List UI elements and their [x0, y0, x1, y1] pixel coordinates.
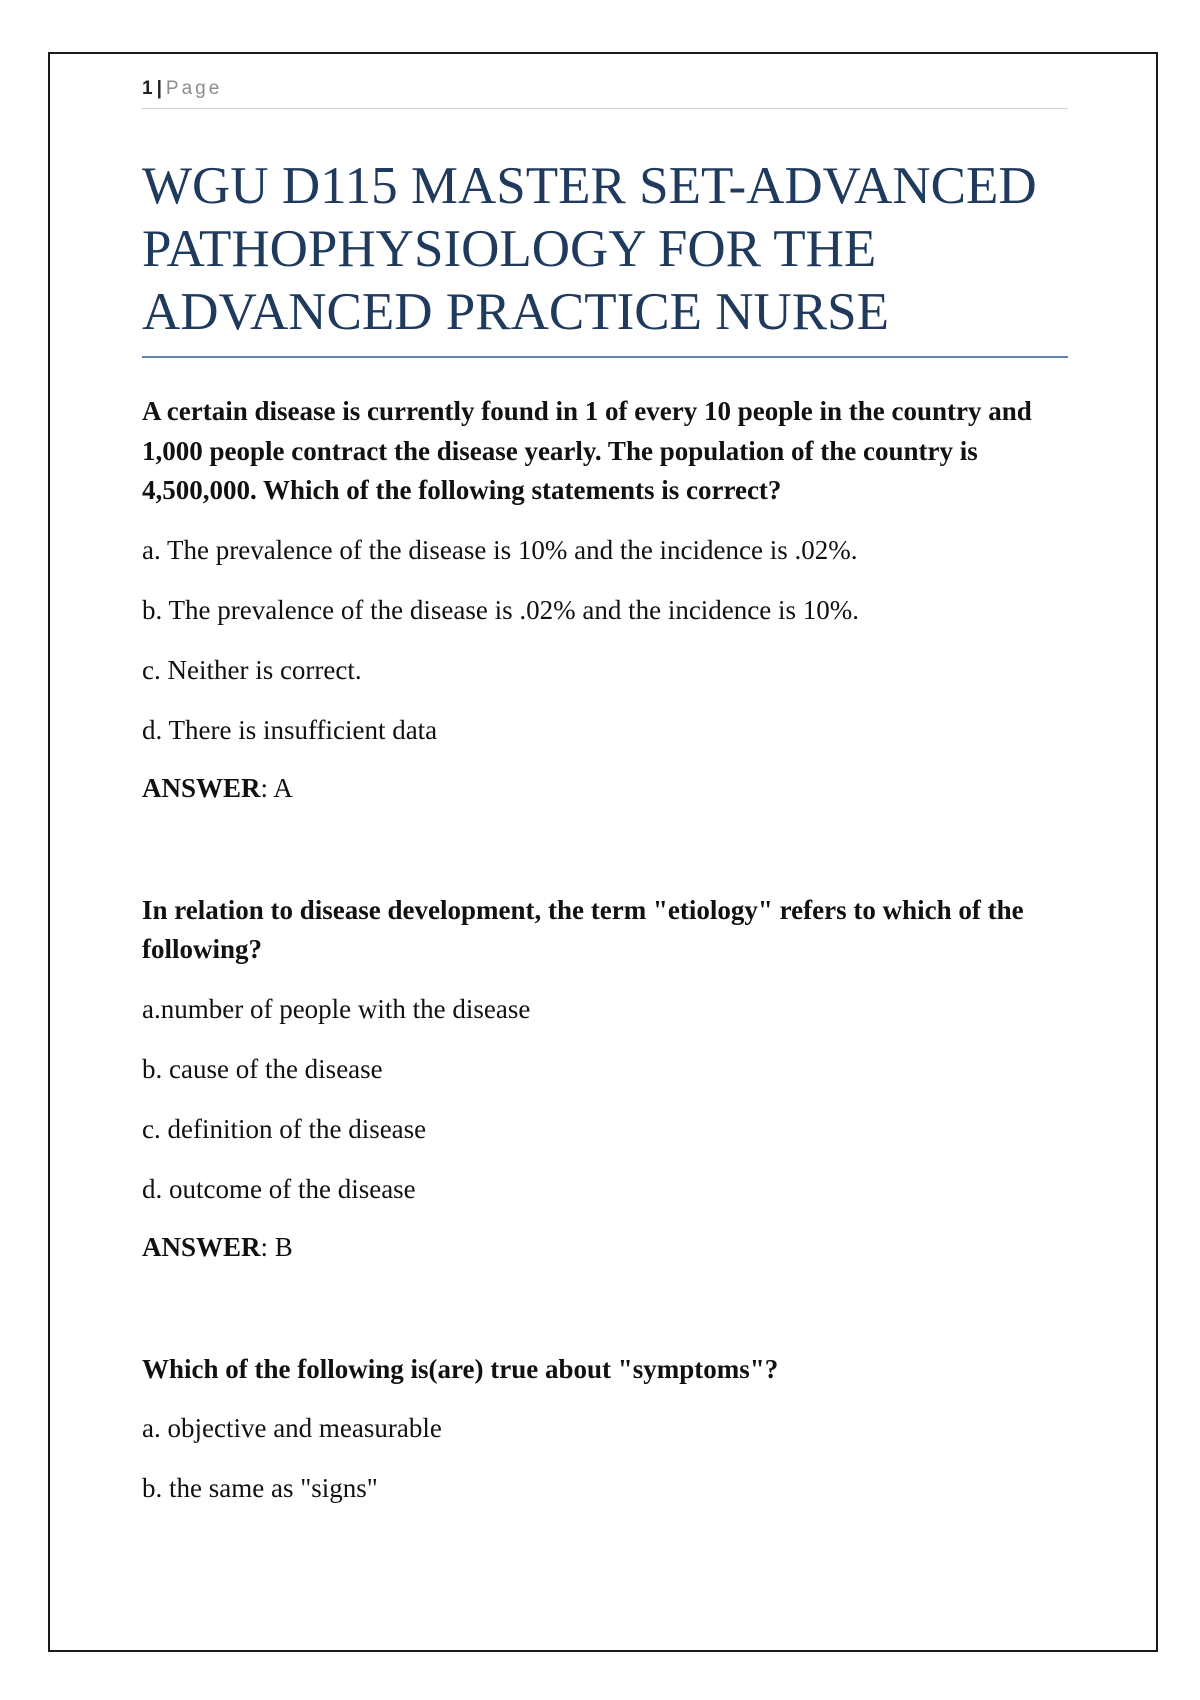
- answer-line: [142, 1230, 1068, 1264]
- page-label: Page: [165, 78, 223, 99]
- question-text: A certain disease is currently found in 1 of every 10 people in the country and 1,000 people contract the disease yearly. The population of the country is 4,500,000. Which of the following statements is correct?: [142, 396, 1032, 505]
- answer-option: b. the same as "signs": [142, 1473, 378, 1503]
- answer-option: b. cause of the disease: [142, 1053, 383, 1084]
- answer-line: [142, 771, 1068, 805]
- page-separator: |: [156, 78, 162, 99]
- answer-option: a. The prevalence of the disease is 10% and the incidence is .02%.: [142, 534, 858, 565]
- question-text: Which of the following is(are) true about "symptoms"?: [142, 1353, 779, 1384]
- answer-value: : A: [260, 772, 293, 803]
- answer-option: d. There is insufficient data: [142, 714, 438, 745]
- answer-option: a.number of people with the disease: [142, 993, 531, 1024]
- answer-option: d. outcome of the disease: [142, 1173, 416, 1204]
- answer-label: ANSWER: [142, 1231, 261, 1262]
- answer-option: c. definition of the disease: [142, 1113, 427, 1144]
- question-text: In relation to disease development, the term "etiology" refers to which of the following?: [142, 894, 1024, 964]
- answer-option: a. objective and measurable: [142, 1413, 442, 1443]
- answer-value: : B: [260, 1231, 293, 1262]
- page-number: 1: [142, 78, 153, 99]
- page-header: [142, 76, 1068, 109]
- question-block: [142, 1350, 1068, 1506]
- answer-option: b. The prevalence of the disease is .02% and the incidence is 10%.: [142, 594, 860, 625]
- document-title: WGU D115 MASTER SET-ADVANCED PATHOPHYSIOLOGY FOR THE ADVANCED PRACTICE NURSE: [142, 155, 1068, 358]
- question-block: [142, 891, 1068, 1264]
- question-block: [142, 392, 1068, 805]
- answer-label: ANSWER: [142, 772, 261, 803]
- answer-option: c. Neither is correct.: [142, 654, 362, 685]
- document-content: [142, 76, 1068, 1505]
